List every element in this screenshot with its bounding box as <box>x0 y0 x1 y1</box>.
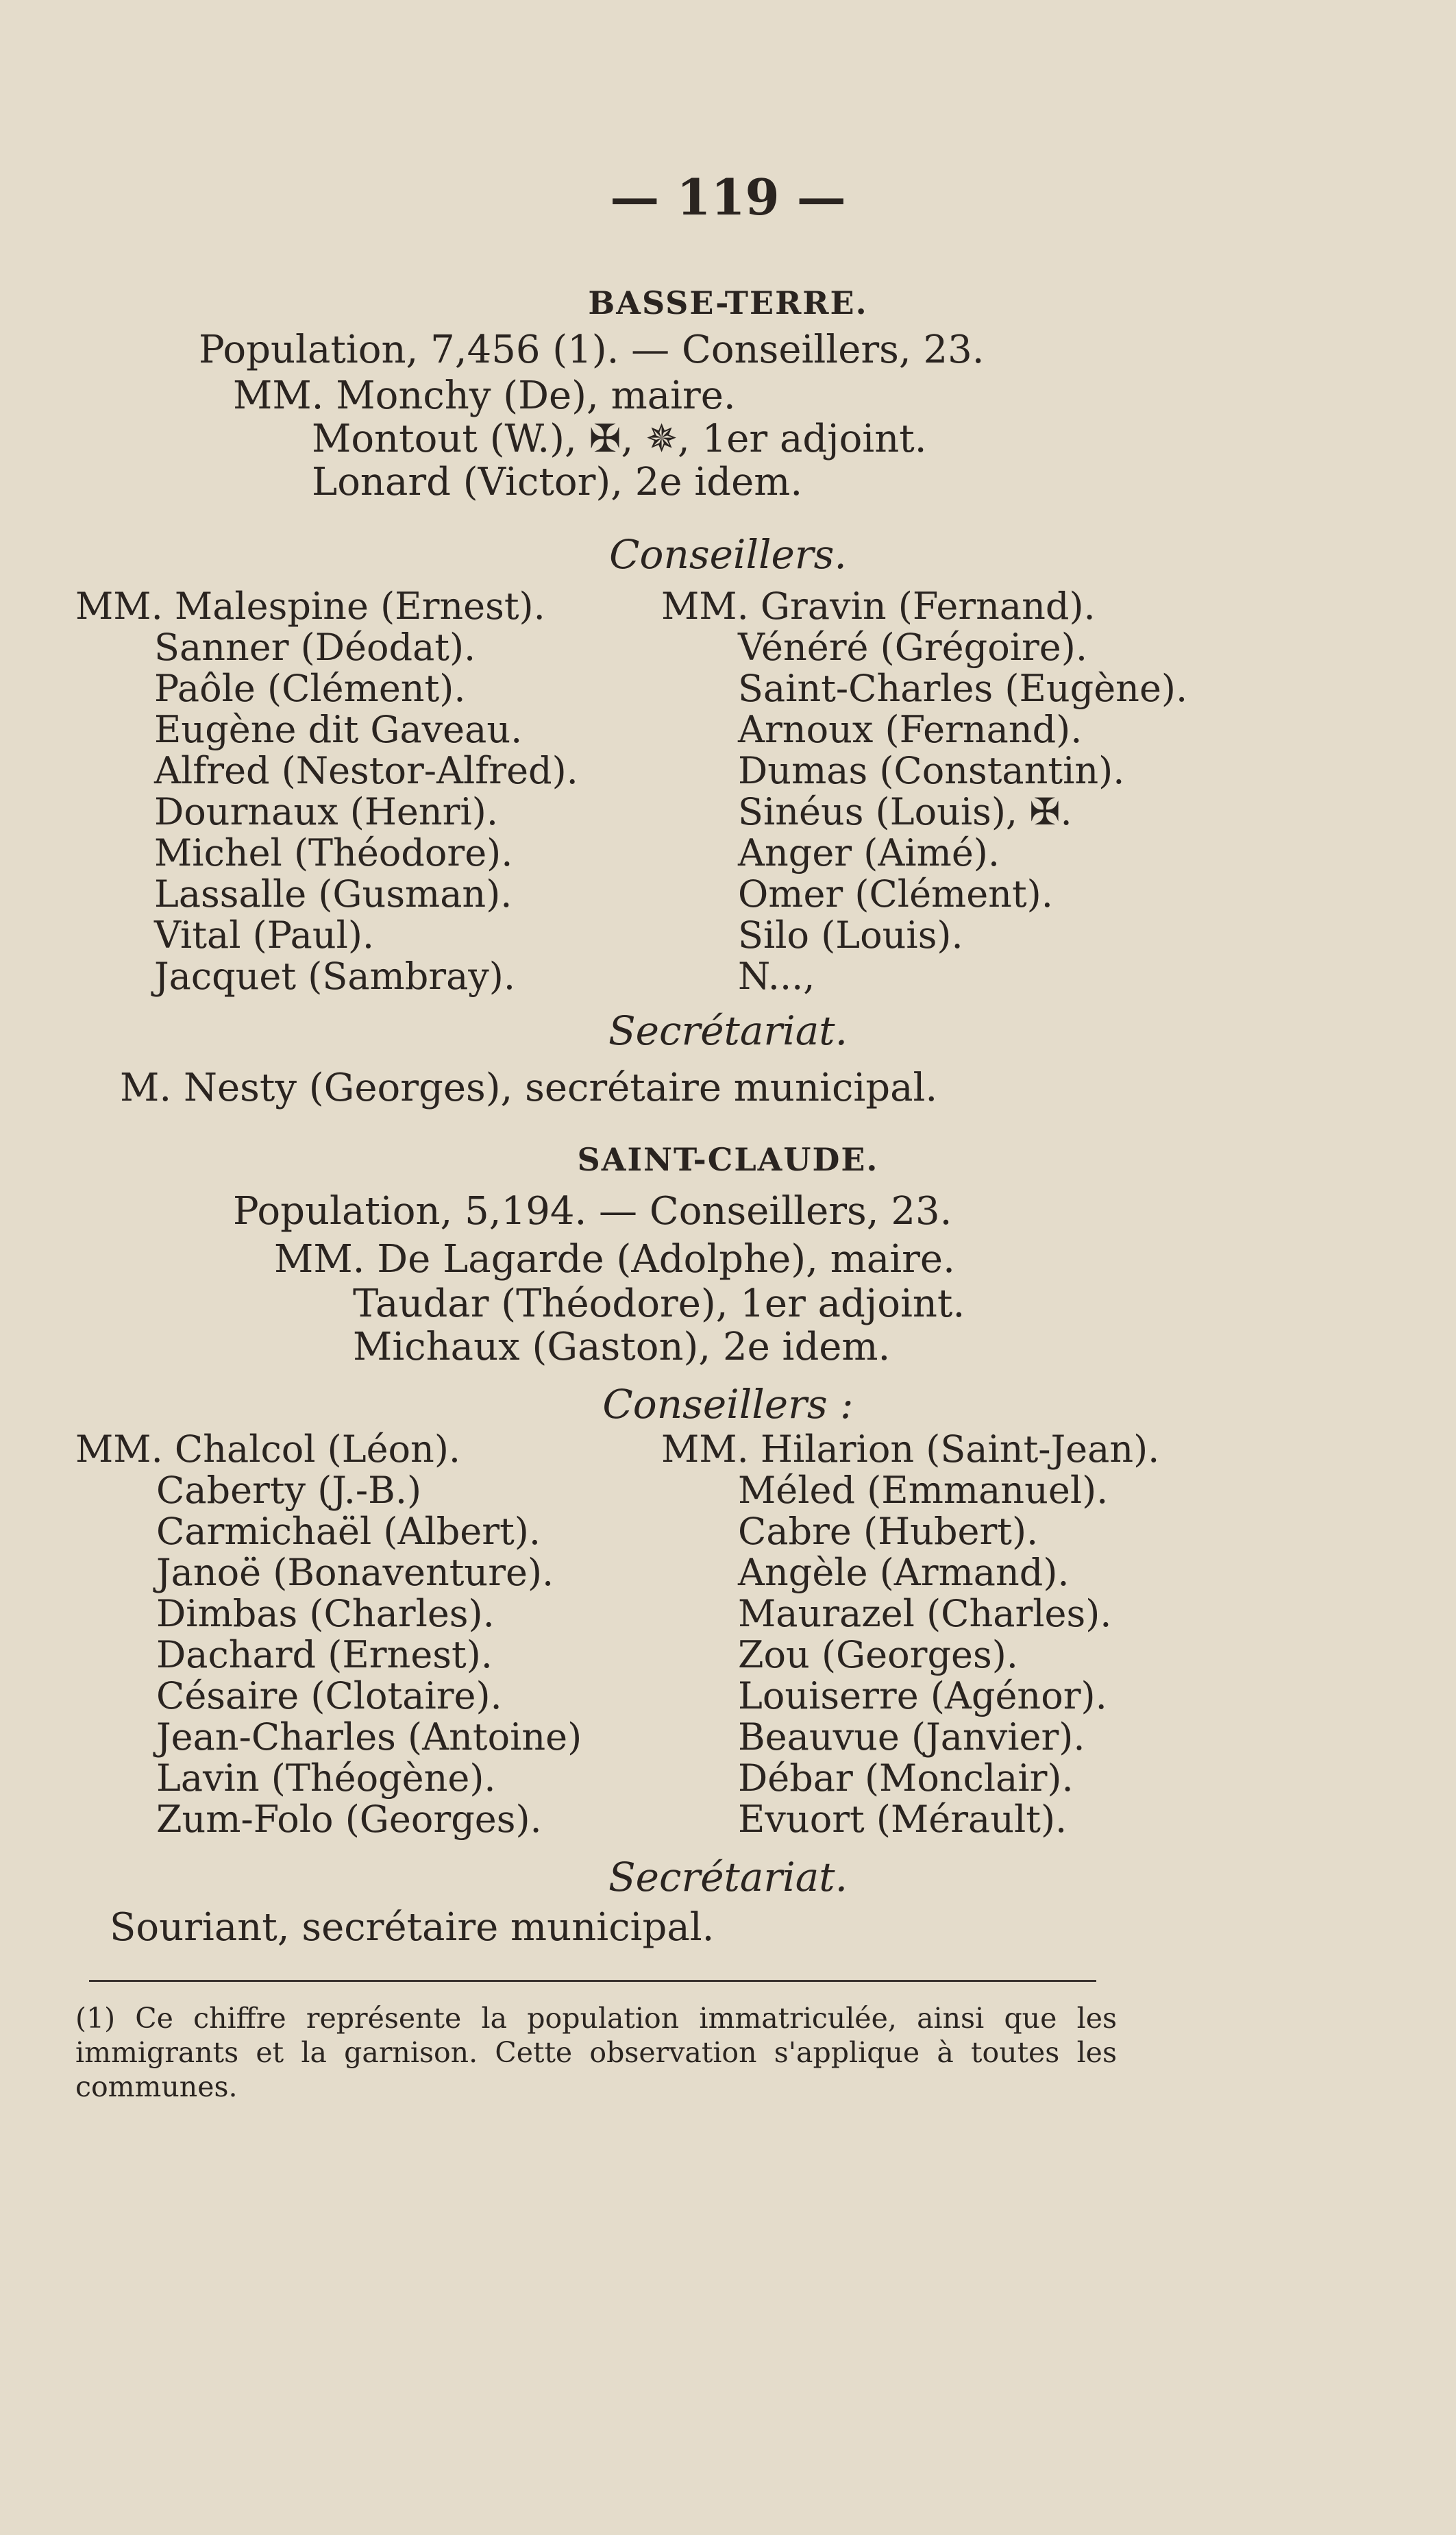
official-first-deputy-saint-claude: Taudar (Théodore), 1er adjoint. <box>353 1282 965 1326</box>
councillors-heading-basse-terre: Conseillers. <box>609 531 847 578</box>
footnote: (1) Ce chiffre représente la population immatriculée, ainsi que les immigrants et la garnison. Cette observation s'applique à toutes les communes. <box>75 2002 1117 2103</box>
councillor-name: Beauvue (Janvier). <box>738 1715 1085 1759</box>
councillor-name: MM. Gravin (Fernand). <box>661 585 1096 628</box>
official-second-deputy-saint-claude: Michaux (Gaston), 2e idem. <box>353 1325 891 1369</box>
official-mayor-saint-claude: MM. De Lagarde (Adolphe), maire. <box>274 1237 955 1282</box>
secretariat-heading-saint-claude: Secrétariat. <box>608 1854 848 1900</box>
councillor-name: Silo (Louis). <box>738 914 963 957</box>
population-line-basse-terre: Population, 7,456 (1). — Conseillers, 23. <box>199 328 985 372</box>
councillor-name: Arnoux (Fernand). <box>738 708 1083 751</box>
councillor-name: Dumas (Constantin). <box>738 749 1125 792</box>
councillor-name: Zou (Georges). <box>738 1633 1018 1676</box>
population-line-saint-claude: Population, 5,194. — Conseillers, 23. <box>233 1189 952 1234</box>
councillor-name: Vénéré (Grégoire). <box>738 626 1087 669</box>
councillor-name: Paôle (Clément). <box>154 667 466 710</box>
councillor-name: Carmichaël (Albert). <box>156 1510 541 1553</box>
councillor-name: Sanner (Déodat). <box>154 626 476 669</box>
councillor-name: Omer (Clément). <box>738 872 1053 916</box>
councillor-name: Alfred (Nestor-Alfred). <box>154 749 578 792</box>
councillors-left-column-saint-claude <box>75 1429 582 1840</box>
councillor-name: Eugène dit Gaveau. <box>154 708 523 751</box>
councillor-name: MM. Chalcol (Léon). <box>75 1428 461 1471</box>
official-second-deputy-basse-terre: Lonard (Victor), 2e idem. <box>312 460 803 504</box>
councillor-name: N..., <box>738 955 815 998</box>
footnote-divider <box>89 1980 1096 1982</box>
councillor-name: Lassalle (Gusman). <box>154 872 513 916</box>
councillor-name: Michel (Théodore). <box>154 831 513 874</box>
councillor-name: Dimbas (Charles). <box>156 1592 495 1635</box>
councillors-right-column-basse-terre <box>661 586 1187 997</box>
councillor-name: Méled (Emmanuel). <box>738 1469 1109 1512</box>
councillor-name: Dachard (Ernest). <box>156 1633 493 1676</box>
councillor-name: Vital (Paul). <box>154 914 375 957</box>
councillor-name: Evuort (Mérault). <box>738 1798 1068 1841</box>
councillor-name: Zum-Folo (Georges). <box>156 1798 542 1841</box>
councillor-name: Jean-Charles (Antoine) <box>156 1715 582 1759</box>
secretary-basse-terre: M. Nesty (Georges), secrétaire municipal. <box>120 1066 938 1110</box>
councillor-name: Saint-Charles (Eugène). <box>738 667 1188 710</box>
councillor-name: Caberty (J.-B.) <box>156 1469 422 1512</box>
councillors-heading-saint-claude: Conseillers : <box>602 1381 854 1428</box>
councillor-name: Jacquet (Sambray). <box>154 955 516 998</box>
councillor-name: MM. Malespine (Ernest). <box>75 585 545 628</box>
councillor-name: Dournaux (Henri). <box>154 790 498 833</box>
councillor-name: Lavin (Théogène). <box>156 1756 496 1800</box>
commune-heading-saint-claude: SAINT-CLAUDE. <box>577 1141 879 1178</box>
councillor-name: Anger (Aimé). <box>738 831 1000 874</box>
councillor-name: Sinéus (Louis), ✠. <box>738 790 1072 833</box>
councillor-name: Débar (Monclair). <box>738 1756 1074 1800</box>
councillor-name: MM. Hilarion (Saint-Jean). <box>661 1428 1160 1471</box>
councillor-name: Louiserre (Agénor). <box>738 1674 1107 1717</box>
councillor-name: Césaire (Clotaire). <box>156 1674 502 1717</box>
secretary-saint-claude: Souriant, secrétaire municipal. <box>110 1905 715 1950</box>
councillor-name: Cabre (Hubert). <box>738 1510 1039 1553</box>
official-first-deputy-basse-terre: Montout (W.), ✠, ✵, 1er adjoint. <box>312 417 927 461</box>
page-number: — 119 — <box>610 168 846 226</box>
councillor-name: Angèle (Armand). <box>738 1551 1070 1594</box>
commune-heading-basse-terre: BASSE-TERRE. <box>588 284 868 321</box>
councillor-name: Maurazel (Charles). <box>738 1592 1112 1635</box>
secretariat-heading-basse-terre: Secrétariat. <box>608 1007 848 1054</box>
official-mayor-basse-terre: MM. Monchy (De), maire. <box>233 373 736 418</box>
councillor-name: Janoë (Bonaventure). <box>156 1551 554 1594</box>
councillors-left-column-basse-terre <box>75 586 578 997</box>
councillors-right-column-saint-claude <box>661 1429 1159 1840</box>
